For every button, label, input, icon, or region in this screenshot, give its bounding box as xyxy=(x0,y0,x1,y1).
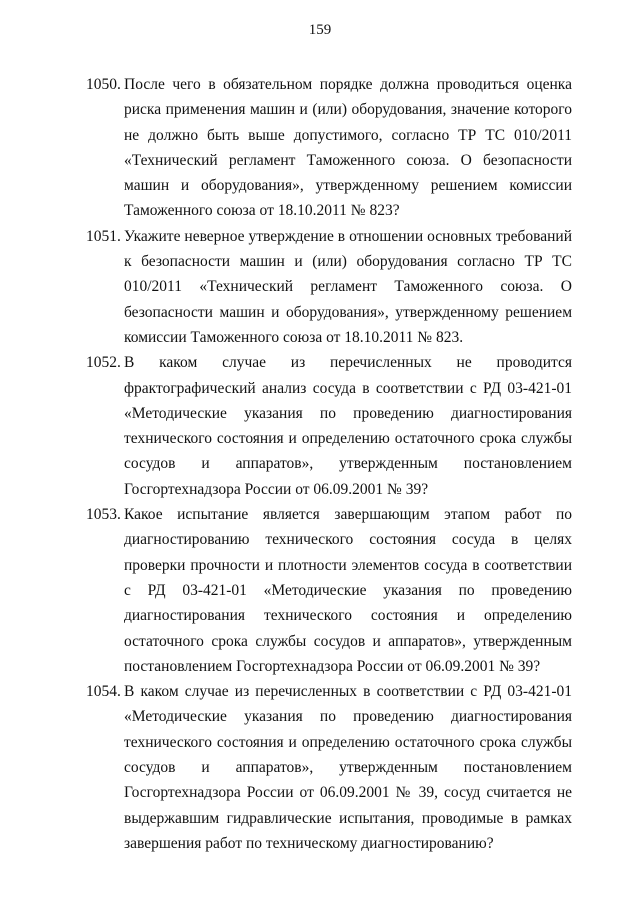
question-text: Какое испытание является завершающим этапом работ по диагностированию технического состояния сосуда в целях проверки прочности и плотности элементов сосуда в соответствии с РД 03-421-01 «Методические указания по проведению диагностирования технического состояния и определению остаточного срока службы сосудов и аппаратов», утвержденным постановлением Госгортехнадзора России от 06.09.2001 № 39? xyxy=(124,506,572,675)
question-text: Укажите неверное утверждение в отношении основных требований к безопасности машин и (или) оборудования согласно ТР ТС 010/2011 «Технический регламент Таможенного союза. О безопасности машин и оборудования», утвержденному решением комиссии Таможенного союза от 18.10.2011 № 823. xyxy=(124,227,572,346)
question-item xyxy=(86,72,572,224)
question-number: 1050. xyxy=(86,76,121,93)
page-number: 159 xyxy=(308,22,332,38)
question-number: 1054. xyxy=(86,683,121,701)
question-item xyxy=(86,502,572,679)
question-item xyxy=(86,224,572,350)
question-item xyxy=(86,350,572,502)
question-number: 1051. xyxy=(86,227,121,245)
question-number: 1053. xyxy=(86,506,121,524)
question-text: В каком случае из перечисленных не проводится фрактографический анализ сосуда в соответствии с РД 03-421-01 «Методические указания по проведению диагностирования технического состояния и определению остаточного срока службы сосудов и аппаратов», утвержденным постановлением Госгортехнадзора России от 06.09.2001 № 39? xyxy=(124,354,572,498)
question-text: После чего в обязательном порядке должна проводиться оценка риска применения машин и (или) оборудования, значение которого не должно быть выше допустимого, согласно ТР ТС 010/2011 «Технический регламент Таможенного союза. О безопасности машин и оборудования», утвержденному решением комиссии Таможенного союза от 18.10.2011 № 823? xyxy=(124,76,572,220)
question-number: 1052. xyxy=(86,354,121,372)
question-list xyxy=(86,72,572,856)
question-text: В каком случае из перечисленных в соответствии с РД 03-421-01 «Методические указания по проведению диагностирования технического состояния и определению остаточного срока службы сосудов и аппаратов», утвержденным постановлением Госгортехнадзора России от 06.09.2001 № 39, сосуд считается не выдержавшим гидравлические испытания, проводимые в рамках завершения работ по техническому диагностированию? xyxy=(124,683,572,852)
question-item xyxy=(86,679,572,856)
